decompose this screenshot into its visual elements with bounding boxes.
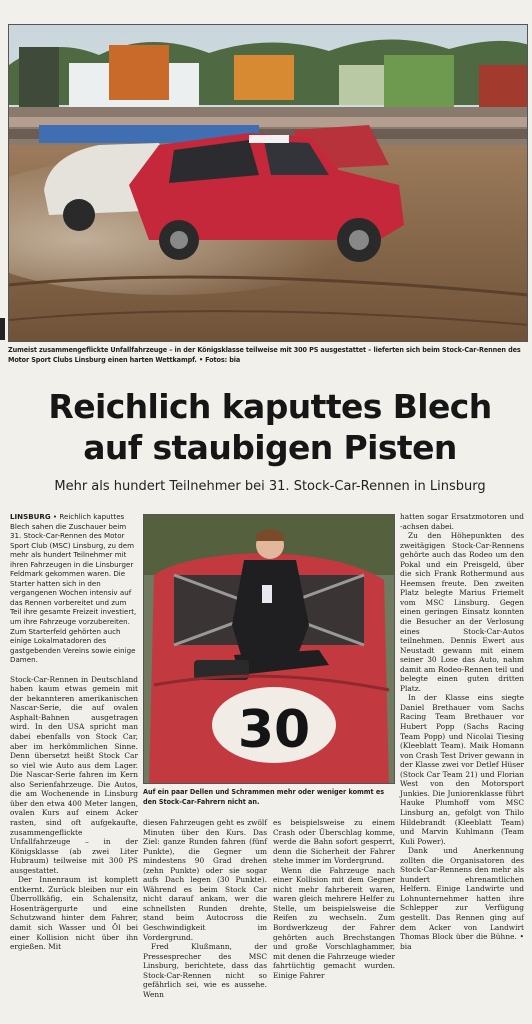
top-photo-image [9,25,528,342]
top-photo [8,24,528,342]
car-number: 30 [237,700,311,760]
column-2 [143,818,267,999]
col3-paragraph-1: es beispielsweise zu einem Crash oder Überschlag komme, werde die Bahn sofort gesperrt, denn die Sicherheit der Fahrer stehe immer im Vordergrund. [273,818,395,866]
col4-paragraph-4: Dank und Anerkennung zollten die Organisatoren des Stock-Car-Rennens den mehr als hundert ehrenamtlichen Helfern. Einige Landwirte und Lohnunternehmer hatten ihre Schlepper zur Verfügung gestellt. Das Rennen ging auf dem Acker von Landwirt Thomas Block über die Bühne. • bia [400,846,524,951]
col4-paragraph-3: In der Klasse eins siegte Daniel Brethauer vom Sachs Racing Team Brethauer vor Hubert Popp (Sachs Racing Team Popp) und Nicolai Tiesing (Kleeblatt Team). Maik Homann von Crash Test Driver gewann in der Klasse zwei vor Detlef Hüser (Stock Car Team 21) und Florian West von den Motorsport Junkies. Die Juniorenklasse führt Hauke Plumhoff vom MSC Linsburg an, gefolgt von Thilo Hildebrandt (Kleeblatt Team) und Marvin Kuhlmann (Team Kuli Power). [400,693,524,846]
col2-paragraph-1: diesen Fahrzeugen geht es zwölf Minuten über den Kurs. Das Ziel: ganze Runden fahren (fünf Punkte), die Gegner um mindestens 90 Grad drehen (zehn Punkte) oder sie sogar aufs Dach legen (30 Punkte). Während es beim Stock Car nicht darauf ankam, wer die schnellsten Runden drehte, stand beim Autocross die Geschwindigkeit im Vordergrund. [143,818,267,942]
headline-line-2: auf staubigen Pisten [83,428,457,467]
col3-paragraph-2: Wenn die Fahrzeuge nach einer Kollision mit dem Gegner nicht mehr fahrbereit waren, waren gleich mehrere Helfer zu Stelle, um beispielsweise die Reifen zu wechseln. Zum Bordwerkzeug der Fahrer gehörten auch Brechstangen und große Vorschlaghammer, mit denen die Fahrzeuge wieder fahrtüchtig gemacht wurden. Einige Fahrer [273,865,395,980]
col2-paragraph-2: Fred Klußmann, der Pressesprecher des MSC Linsburg, berichtete, dass das Stock-Car-Rennen nicht so gefährlich sei, wie es aussehe. Wenn [143,942,267,999]
column-1 [10,512,138,952]
col4-paragraph-2: Zu den Höhepunkten des zweitägigen Stock-Car-Rennens gehörte auch das Rodeo um den Pokal und ein Preisgeld, über die sich Frank Rothermund aus Heemsen freute. Den zweiten Platz belegte Marius Friemelt vom MSC Linsburg. Gegen einen geringen Einsatz konnten die Besucher an der Verlosung eines Stock-Car-Autos teilnehmen. Dennis Ewert aus Neustadt gewann mit einem seiner 30 Lose das Auto, nahm damit am Rodeo-Rennen teil und belegte einen guten dritten Platz. [400,531,524,693]
top-photo-caption: Zumeist zusammengeflickte Unfallfahrzeuge – in der Königsklasse teilweise mit 300 PS ausgestattet – lieferten sich beim Stock-Car-Rennen des Motor Sport Clubs Linsburg einen harten Wettkampf. • Fotos: bia [8,345,521,364]
driver-photo-image [144,515,395,784]
col4-paragraph-1: hatten sogar Ersatzmotoren und -achsen dabei. [400,512,524,531]
lead-paragraph [10,512,138,665]
headline [20,386,520,468]
lead-text: • Reichlich kaputtes Blech sahen die Zuschauer beim 31. Stock-Car-Rennen des Motor Sport Club (MSC) Linsburg, zu dem mehr als hundert Teilnehmer mit ihren Fahrzeugen in die Linsburger Feldmark gekommen waren. Die Starter hatten sich in den vergangenen Wochen intensiv auf das Rennen vorbereitet und zum Teil ihre gesamte Freizeit investiert, um ihre Fahrzeuge vorzubereiten. Zum Starterfeld gehörten auch einige Lokalmatadoren des gastgebenden Vereins sowie einige Damen. [10,512,137,665]
col1-paragraph-1: Stock-Car-Rennen in Deutschland haben kaum etwas gemein mit der bekannteren amerikanischen Nascar-Serie, die auf ovalen Asphalt-Bahnen ausgetragen wird. In den USA spricht man dabei ebenfalls von Stock Car, aber im herkömmlichen Sinne. Denn übersetzt heißt Stock Car so viel wie Auto aus dem Lager. Die Nascar-Serie fahren im Kern also Serienfahrzeuge. Die Autos, die am Wochenende in Linsburg über den etwa 400 Meter langen, ovalen Kurs auf einem Acker rasten, sind oft aufgekaufte, zusammengeflickte Unfallfahrzeuge – in der Königsklasse (ab zwei Liter Hubraum) teilweise mit 300 PS ausgestattet. [10,674,138,875]
edge-mark [0,318,5,340]
column-3 [273,818,395,980]
driver-photo-caption: Auf ein paar Dellen und Schrammen mehr oder weniger kommt es den Stock-Car-Fahrern nicht an. [143,787,385,806]
col1-paragraph-2: Der Innenraum ist komplett entkernt. Zurück bleiben nur ein Überrollkäfig, ein Schalensitz, Hosenträgergurte und eine Schutzwand hinter dem Fahrer, damit sich Wasser und Öl bei einer Kollision nicht über ihn ergießen. Mit [10,875,138,952]
driver-photo [143,514,395,784]
subheadline: Mehr als hundert Teilnehmer bei 31. Stock-Car-Rennen in Linsburg [54,479,486,494]
headline-line-1: Reichlich kaputtes Blech [48,387,492,426]
dateline: LINSBURG [10,512,51,521]
column-4 [400,512,524,951]
